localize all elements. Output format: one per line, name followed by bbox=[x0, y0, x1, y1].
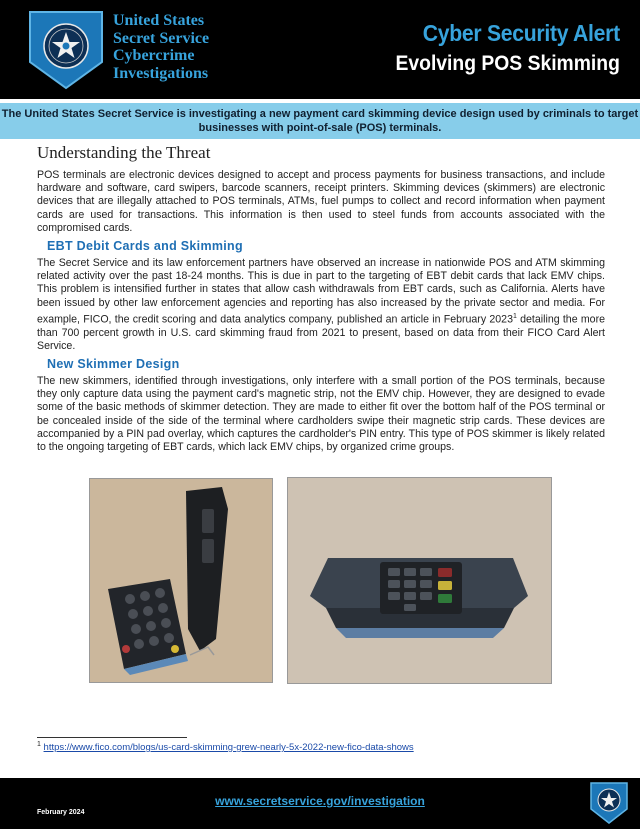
ebt-paragraph bbox=[37, 257, 605, 353]
section-heading-ebt: EBT Debit Cards and Skimming bbox=[47, 239, 243, 254]
summary-banner: The United States Secret Service is investigating a new payment card skimming device design used by criminals to target businesses with point-of-sale (POS) terminals. bbox=[0, 103, 640, 139]
understanding-paragraph: POS terminals are electronic devices designed to accept and process payments for business transactions, and include hardware and software, card swipers, barcode scanners, receipt printers. Skimming devices (skimmers) are electronic devices that are illegally attached to POS terminals, ATMs, fuel pumps to collect and record information when payment cards are used for transactions. This information is then used to steel funds from accounts associated with the compromised cards. bbox=[37, 169, 605, 234]
footnote-reference[interactable]: 1 bbox=[512, 312, 517, 320]
agency-line: United States bbox=[113, 12, 205, 29]
alert-subtitle: Evolving POS Skimming bbox=[395, 52, 620, 75]
agency-name bbox=[113, 12, 209, 82]
footnote-link[interactable]: https://www.fico.com/blogs/us-card-skimming-grew-nearly-5x-2022-new-fico-data-shows bbox=[43, 742, 414, 754]
main-content bbox=[37, 143, 605, 454]
publication-date: February 2024 bbox=[37, 809, 85, 816]
footnote-divider bbox=[37, 737, 187, 738]
footnote-number: 1 bbox=[37, 741, 41, 748]
footer-bar bbox=[0, 778, 640, 829]
new-skimmer-paragraph: The new skimmers, identified through investigations, only interfere with a small portion of the POS terminals, because they only capture data using the payment card's magnetic strip, not the EMV chip. However, they are designed to evade some of the basic methods of skimmer detection. They are made to either fit over the bottom half of the POS terminal or be concealed inside of the side of the terminal where cardholders swipe their magnetic strip cards. These devices are accompanied by a PIN pad overlay, which captures the cardholder's PIN entry. This type of POS skimmer is likely related to the ongoing targeting of EBT cards, which lack EMV chips, by organized crime groups. bbox=[37, 374, 605, 453]
header-bar bbox=[0, 0, 640, 99]
section-heading-new-skimmer: New Skimmer Design bbox=[47, 356, 180, 371]
ebt-text-after: detailing the more than 700 percent growth in U.S. card skimming fraud from 2021 to present, based on data from their FICO Card Alert Service. bbox=[37, 313, 605, 352]
agency-line: Secret Service bbox=[113, 29, 210, 47]
agency-line: Investigations bbox=[113, 64, 209, 82]
secret-service-star-badge-icon bbox=[28, 10, 104, 90]
pos-skimmer-photo bbox=[287, 477, 552, 684]
footnote bbox=[37, 741, 414, 753]
footer-star-badge-icon bbox=[589, 781, 629, 825]
skimmer-overlay-illustration bbox=[90, 479, 273, 683]
section-heading-understanding: Understanding the Threat bbox=[37, 143, 211, 162]
skimmer-overlay-photo bbox=[89, 478, 273, 683]
alert-title: Cyber Security Alert bbox=[422, 20, 620, 46]
ebt-text-before: The Secret Service and its law enforcement partners have observed an increase in nationwide POS and ATM skimming related activity over the past 18-24 months. This is due in part to the targeting of EBT debit cards that lack EMV chips. This problem is intensified further in states that allow cash withdrawals from EBT cards, such as California. Alerts have been issued by other law enforcement agencies and reporting has also increased by the private sector and media. For example, FICO, the credit scoring and data analytics company, published an article in February 2023 bbox=[37, 257, 605, 326]
footer-website-link[interactable]: www.secretservice.gov/investigation bbox=[215, 794, 425, 808]
alert-title-block bbox=[376, 20, 620, 76]
pos-skimmer-illustration bbox=[288, 478, 552, 684]
agency-line: Cybercrime bbox=[113, 47, 195, 64]
